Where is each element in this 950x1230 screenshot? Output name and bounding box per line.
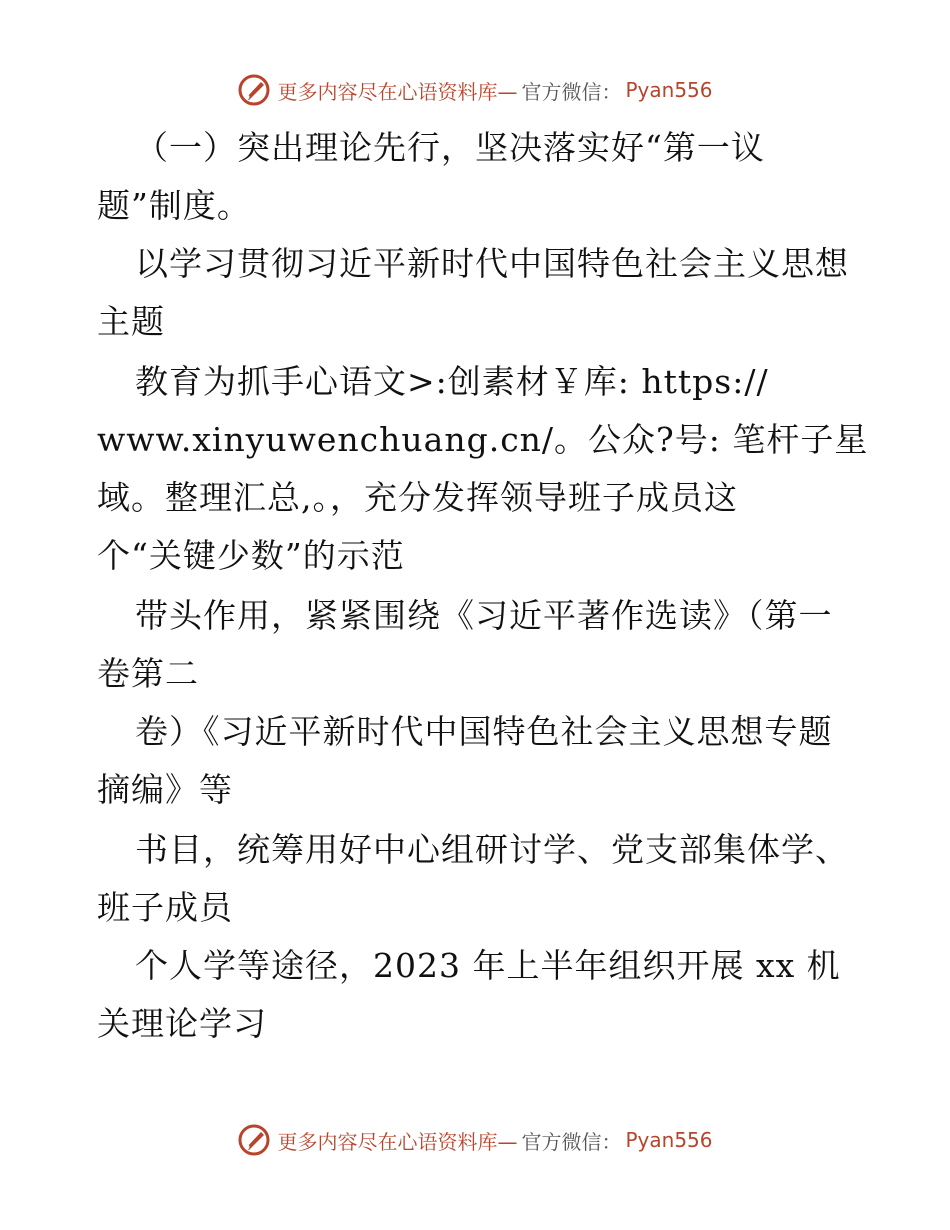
banner-wechat-id: Pyan556 xyxy=(625,78,713,102)
banner-wechat-id: Pyan556 xyxy=(625,1128,713,1152)
text-line: 书目，统筹用好中心组研讨学、党支部集体学、 xyxy=(135,830,849,869)
text-line: 关理论学习 xyxy=(97,1004,267,1043)
text-line: 个“关键少数”的示范 xyxy=(97,536,405,575)
quill-logo-icon xyxy=(237,1123,271,1157)
text-line: 域。整理汇总,。，充分发挥领导班子成员这 xyxy=(97,478,738,517)
text-line: 以学习贯彻习近平新时代中国特色社会主义思想 xyxy=(135,244,849,283)
text-line: 卷第二 xyxy=(97,654,199,693)
text-line: www.xinyuwenchuang.cn/。公众?号: 笔杆子星 xyxy=(97,420,869,459)
text-line: 题”制度。 xyxy=(97,186,251,225)
banner-brand-text: 更多内容尽在心语资料库— xyxy=(277,79,518,104)
banner-wechat-label: 官方微信： xyxy=(521,79,622,104)
banner-brand-text: 更多内容尽在心语资料库— xyxy=(277,1129,518,1154)
text-line: 教育为抓手心语文>:创素材￥库: https:// xyxy=(135,362,769,401)
header-watermark-banner xyxy=(0,70,950,110)
text-line: 带头作用，紧紧围绕《习近平著作选读》（第一 xyxy=(135,596,833,635)
text-line: 卷）《习近平新时代中国特色社会主义思想专题 xyxy=(135,712,833,751)
text-line: （一）突出理论先行，坚决落实好“第一议 xyxy=(135,128,765,167)
quill-logo-icon xyxy=(237,73,271,107)
banner-wechat-label: 官方微信： xyxy=(521,1129,622,1154)
text-line: 班子成员 xyxy=(97,888,233,927)
text-line: 主题 xyxy=(97,302,165,341)
text-line: 个人学等途径，2023 年上半年组织开展 xx 机 xyxy=(135,946,841,985)
text-line: 摘编》等 xyxy=(97,770,233,809)
footer-watermark-banner xyxy=(0,1120,950,1160)
